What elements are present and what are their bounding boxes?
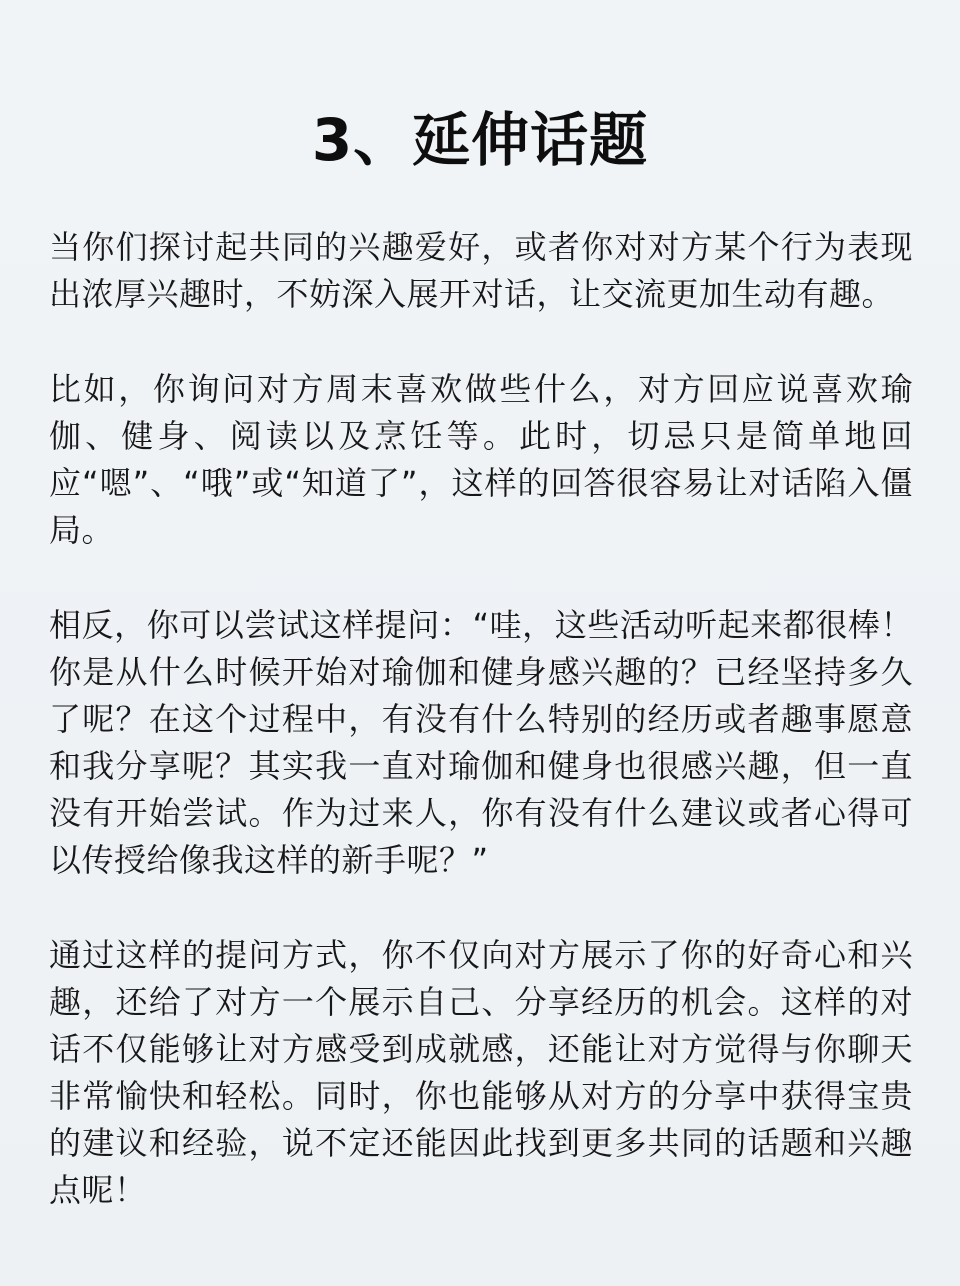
paragraph-suggested-question: 相反，你可以尝试这样提问：“哇，这些活动听起来都很棒！你是从什么时候开始对瑜伽和健身感兴趣的？已经坚持多久了呢？在这个过程中，有没有什么特别的经历或者趣事愿意和我分享呢？其实我一直对瑜伽和健身也很感兴趣，但一直没有开始尝试。作为过来人，你有没有什么建议或者心得可以传授给像我这样的新手呢？” [49, 606, 913, 879]
paragraph-example: 比如，你询问对方周末喜欢做些什么，对方回应说喜欢瑜伽、健身、阅读以及烹饪等。此时，切忌只是简单地回应“嗯”、“哦”或“知道了”，这样的回答很容易让对话陷入僵局。 [49, 370, 913, 549]
paragraph-conclusion: 通过这样的提问方式，你不仅向对方展示了你的好奇心和兴趣，还给了对方一个展示自己、分享经历的机会。这样的对话不仅能够让对方感受到成就感，还能让对方觉得与你聊天非常愉快和轻松。同时，你也能够从对方的分享中获得宝贵的建议和经验，说不定还能因此找到更多共同的话题和兴趣点呢！ [49, 936, 913, 1209]
article-content [49, 224, 913, 1214]
paragraph-introduction: 当你们探讨起共同的兴趣爱好，或者你对对方某个行为表现出浓厚兴趣时，不妨深入展开对话，让交流更加生动有趣。 [49, 228, 913, 313]
article-title: 3、延伸话题 [311, 106, 649, 174]
